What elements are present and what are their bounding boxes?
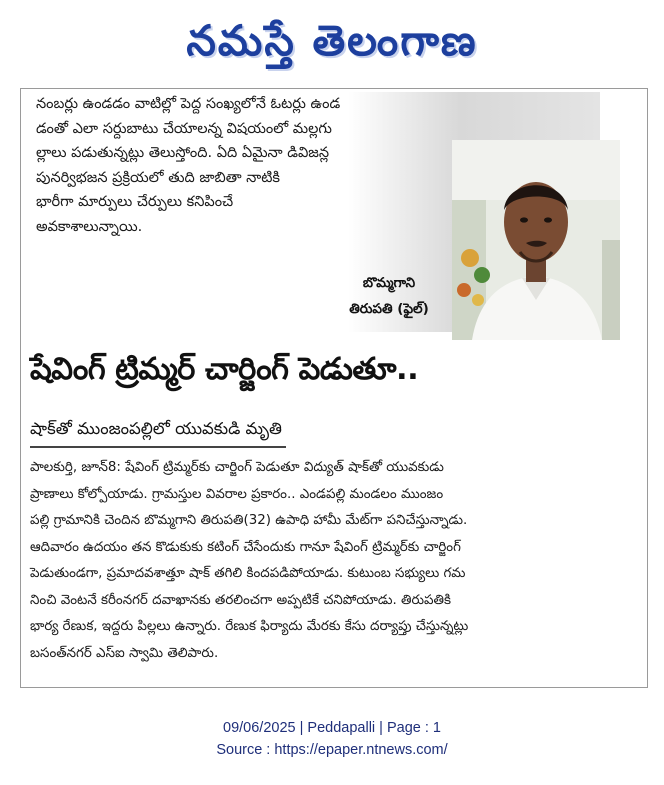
subheadline: షాక్‌తో ముంజంపల్లిలో యువకుడి మృతి [30, 414, 286, 448]
photo-caption [330, 270, 448, 322]
page-footer [0, 717, 664, 761]
article-body [30, 455, 636, 667]
masthead-logo: నమస్తే తెలంగాణ [186, 16, 478, 65]
text-line: అవకాశాలున్నాయి. [36, 218, 143, 235]
text-line: భార్య రేణుక, ఇద్దరు పిల్లలు ఉన్నారు. రేణుక ఫిర్యాదు మేరకు కేసు దర్యాప్తు చేస్తున్నట్లు [30, 619, 469, 634]
caption-name: బొమ్మగాని [362, 275, 416, 291]
text-line: నంబర్లు ఉండడం వాటిల్లో పెద్ద సంఖ్యలోనే ఓటర్లు ఉండ [36, 96, 341, 112]
text-line: ల్లాలు పడుతున్నట్లు తెలుస్తోంది. ఏది ఏమైనా డివిజన్ల [36, 145, 330, 161]
text-line: పెడుతుండగా, ప్రమాదవశాత్తూ షాక్ తగిలి కిందపడిపోయాడు. కుటుంబ సభ్యులు గమ [30, 566, 466, 581]
text-line: ఆదివారం ఉదయం తన కొడుకుకు కటింగ్ చేసేందుకు గానూ షేవింగ్ ట్రిమ్మర్‌కు చార్జింగ్ [30, 539, 461, 555]
text-line: బసంత్‌నగర్ ఎస్ఐ స్వామి తెలిపారు. [30, 645, 219, 661]
person-photo [452, 140, 620, 340]
text-line: పల్లి గ్రామానికి చెందిన బొమ్మగాని తిరుపతి(32) ఉపాధి హామీ మేట్‌గా పనిచేస్తున్నాడు. [30, 513, 468, 528]
text-line: డంతో ఎలా సర్దుబాటు చేయాలన్న విషయంలో మల్లగు [36, 120, 332, 137]
headline: షేవింగ్ ట్రిమ్మర్ చార్జింగ్ పెడుతూ.. [30, 352, 419, 387]
text-line: పాలకుర్తి, జూన్8: షేవింగ్ ట్రిమ్మర్‌కు చార్జింగ్ పెడుతూ విద్యుత్ షాక్‌తో యువకుడు [30, 460, 444, 475]
text-line: పునర్విభజన ప్రక్రియలో తుది జాబితా నాటికి [36, 169, 280, 186]
person-photo-image [452, 140, 620, 340]
footer-date-edition: 09/06/2025 | Peddapalli | Page : 1 [223, 720, 441, 736]
article-top-text [36, 92, 446, 239]
text-line: ప్రాణాలు కోల్పోయాడు. గ్రామస్తుల వివరాల ప్రకారం.. ఎండపల్లి మండలం ముంజం [30, 486, 444, 502]
text-line: నించి వెంటనే కరీంనగర్ దవాఖానకు తరలించగా అప్పటికే చనిపోయాడు. తిరుపతికి [30, 592, 451, 608]
text-line: భారీగా మార్పులు చేర్పులు కనిపించే [36, 194, 234, 210]
footer-source: Source : https://epaper.ntnews.com/ [216, 742, 448, 758]
caption-file: తిరుపతి (ఫైల్) [349, 301, 429, 317]
